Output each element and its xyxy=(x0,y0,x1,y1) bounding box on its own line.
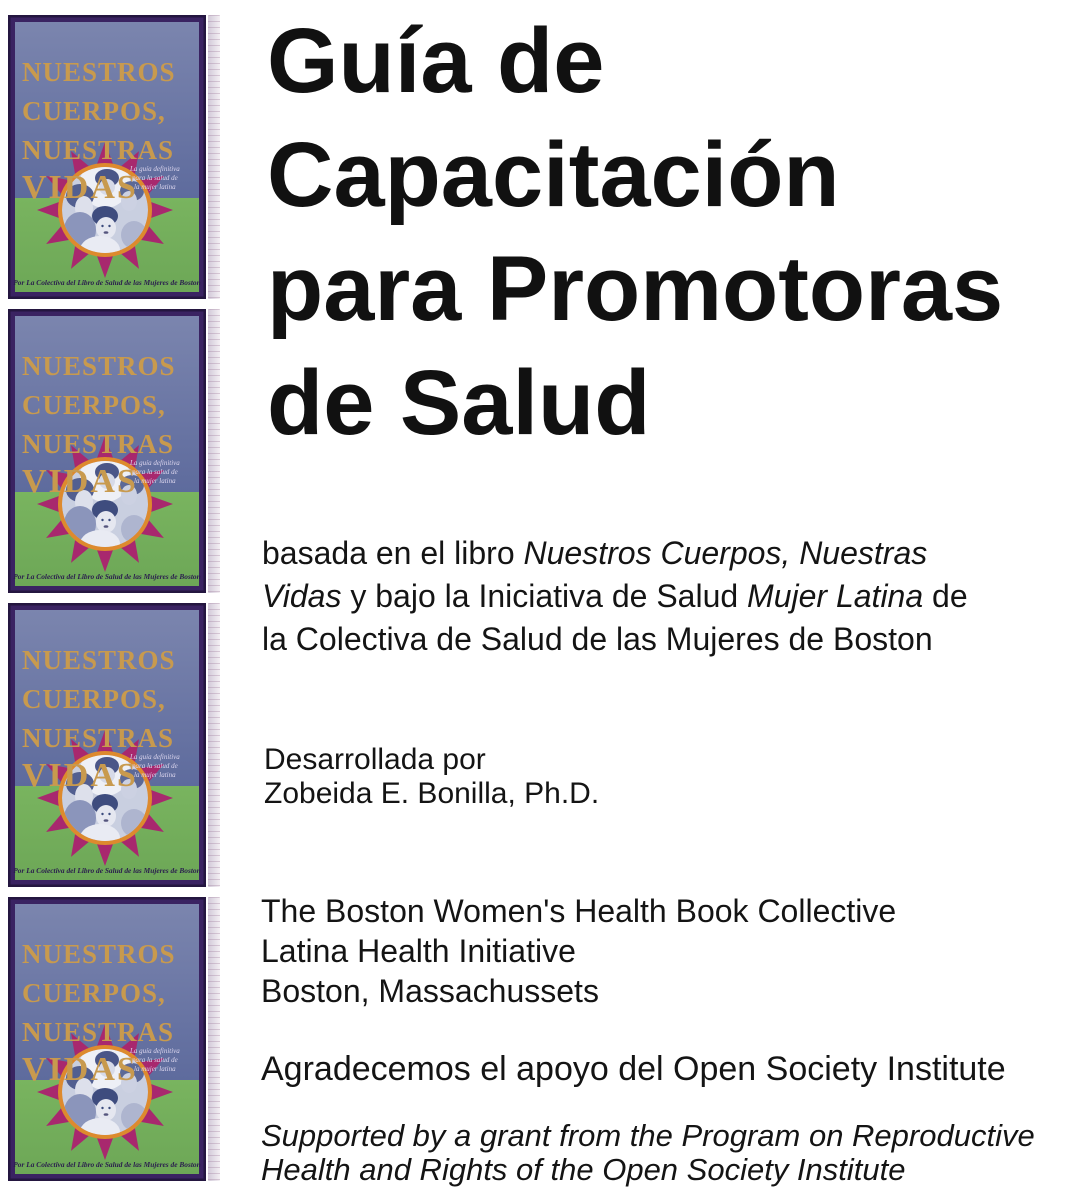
cover-subtitle-line: para la salud de xyxy=(132,1056,178,1064)
intro-line xyxy=(262,618,968,661)
cover-title-line: VIDAS xyxy=(22,757,138,794)
cover-subtitle-line: para la salud de xyxy=(132,762,178,770)
intro-segment: y bajo la Iniciativa de Salud xyxy=(341,578,748,614)
cover-subtitle-line: La guía definitiva xyxy=(130,1047,180,1055)
developed-by-label: Desarrollada por xyxy=(264,743,486,776)
cover-footer-text: Por La Colectiva del Libro de Salud de las Mujeres de Boston xyxy=(13,572,201,581)
cover-subtitle-line: la mujer latina xyxy=(134,183,176,191)
cover-subtitle-line: La guía definitiva xyxy=(130,753,180,761)
cover-footer-text: Por La Colectiva del Libro de Salud de las Mujeres de Boston xyxy=(13,866,201,875)
organization-block xyxy=(261,891,896,1011)
document-title xyxy=(267,4,1003,460)
organization-line: Boston, Massachussets xyxy=(261,973,599,1009)
cover-title-line: NUESTROS xyxy=(22,351,176,381)
cover-title-line: CUERPOS, xyxy=(22,96,166,126)
cover-subtitle-line: La guía definitiva xyxy=(130,165,180,173)
book-cover-thumbnail xyxy=(8,309,220,593)
intro-line xyxy=(262,532,968,575)
book-page-edge xyxy=(208,603,220,887)
book-cover-thumbnail xyxy=(8,897,220,1181)
cover-title-line: VIDAS xyxy=(22,463,138,500)
book-cover-art xyxy=(8,603,206,887)
intro-segment: de xyxy=(923,578,968,614)
grant-note-line: Supported by a grant from the Program on Reproductive xyxy=(261,1118,1035,1153)
cover-footer-text: Por La Colectiva del Libro de Salud de las Mujeres de Boston xyxy=(13,1160,201,1169)
cover-title-line: NUESTRAS xyxy=(22,429,175,459)
organization-line: The Boston Women's Health Book Collective xyxy=(261,893,897,929)
grant-note xyxy=(261,1119,1035,1187)
cover-footer-text: Por La Colectiva del Libro de Salud de las Mujeres de Boston xyxy=(13,278,201,287)
cover-subtitle-line: para la salud de xyxy=(132,468,178,476)
book-cover-art xyxy=(8,15,206,299)
book-page-edge xyxy=(208,309,220,593)
acknowledgement-line: Agradecemos el apoyo del Open Society Institute xyxy=(261,1050,1006,1088)
cover-title-line: VIDAS xyxy=(22,169,138,206)
intro-segment: la Colectiva de Salud de las Mujeres de Boston xyxy=(262,621,933,657)
cover-title-line: NUESTRAS xyxy=(22,135,175,165)
grant-note-line: Health and Rights of the Open Society Institute xyxy=(261,1152,906,1187)
intro-italic-segment: Nuestros Cuerpos, Nuestras xyxy=(523,535,928,571)
document-title-line: para Promotoras xyxy=(267,238,1004,340)
book-page-edge xyxy=(208,15,220,299)
cover-subtitle-line: para la salud de xyxy=(132,174,178,182)
intro-italic-segment: Vidas xyxy=(262,578,342,614)
organization-line: Latina Health Initiative xyxy=(261,933,576,969)
cover-title-line: NUESTROS xyxy=(22,57,176,87)
book-cover-art xyxy=(8,897,206,1181)
cover-subtitle-line: la mujer latina xyxy=(134,477,176,485)
cover-title-line: NUESTROS xyxy=(22,645,176,675)
developed-by-block xyxy=(264,743,599,811)
cover-title-line: NUESTRAS xyxy=(22,1017,175,1047)
cover-title-line: NUESTRAS xyxy=(22,723,175,753)
book-page-edge xyxy=(208,897,220,1181)
author-name: Zobeida E. Bonilla, Ph.D. xyxy=(264,777,600,810)
document-title-line: Capacitación xyxy=(267,124,840,226)
cover-title-line: CUERPOS, xyxy=(22,390,166,420)
cover-subtitle-line: la mujer latina xyxy=(134,1065,176,1073)
book-cover-thumbnail xyxy=(8,603,220,887)
document-title-line: Guía de xyxy=(267,10,605,112)
cover-title-line: CUERPOS, xyxy=(22,684,166,714)
cover-title-line: NUESTROS xyxy=(22,939,176,969)
cover-title-line: CUERPOS, xyxy=(22,978,166,1008)
book-cover-thumbnail xyxy=(8,15,220,299)
subtitle-paragraph xyxy=(262,532,968,661)
intro-italic-segment: Mujer Latina xyxy=(747,578,924,614)
cover-subtitle-line: La guía definitiva xyxy=(130,459,180,467)
intro-segment: basada en el libro xyxy=(262,535,524,571)
book-cover-art xyxy=(8,309,206,593)
document-title-line: de Salud xyxy=(267,352,651,454)
intro-line xyxy=(262,575,968,618)
cover-subtitle-line: la mujer latina xyxy=(134,771,176,779)
book-cover-strip xyxy=(8,15,220,1181)
cover-title-line: VIDAS xyxy=(22,1051,138,1088)
